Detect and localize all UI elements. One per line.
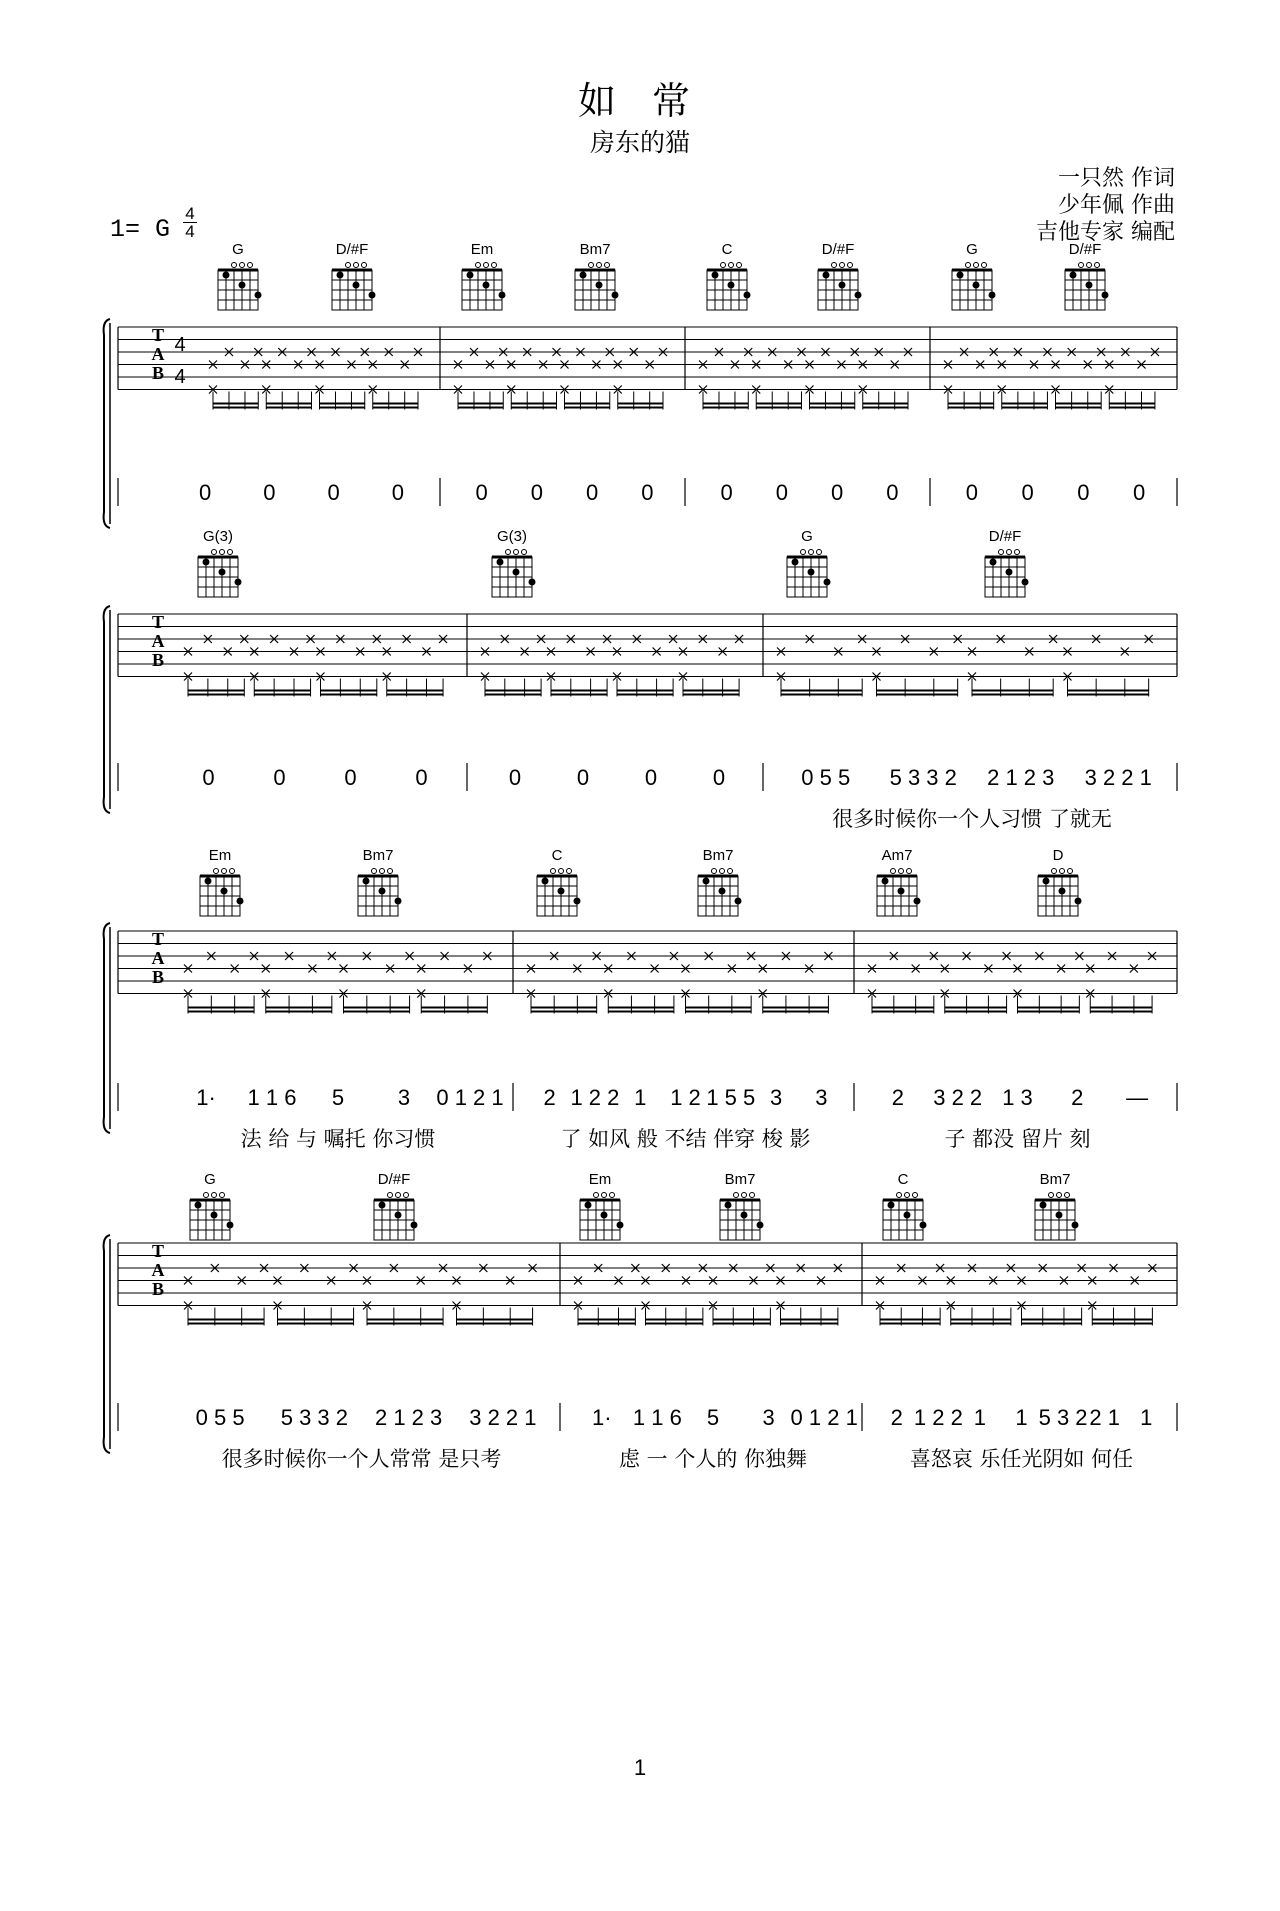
chord-name: G(3) (497, 528, 527, 545)
chord-finger-dot (904, 1212, 911, 1219)
chord-open-string (362, 263, 367, 268)
chord-finger-dot (585, 1202, 592, 1209)
chord-diagram (200, 847, 244, 916)
chord-finger-dot (757, 1222, 764, 1229)
jianpu-note-group: 0 (641, 480, 654, 505)
tab-clef-letter: B (151, 967, 165, 987)
chord-open-string (1087, 263, 1092, 268)
chord-name: Bm7 (579, 241, 611, 258)
chord-finger-dot (239, 282, 246, 289)
chord-open-string (232, 263, 237, 268)
chord-diagram (1038, 847, 1082, 916)
chord-open-string (1068, 869, 1073, 874)
jianpu-note-group: 1 1 6 (247, 1085, 297, 1110)
chord-open-string (610, 1193, 615, 1198)
chord-open-string (1049, 1193, 1054, 1198)
chord-open-string (1060, 869, 1065, 874)
song-title: 如 常 (577, 79, 703, 123)
tab-clef-letter: A (151, 1260, 165, 1280)
chord-open-string (589, 263, 594, 268)
chord-open-string (514, 550, 519, 555)
chord-name: D/#F (377, 1171, 411, 1188)
chord-name: Em (588, 1171, 612, 1188)
chord-open-string (750, 1193, 755, 1198)
chord-diagram (877, 847, 921, 916)
chord-name: Em (208, 847, 232, 864)
chord-name: Bm7 (362, 847, 394, 864)
chord-open-string (222, 869, 227, 874)
chord-open-string (907, 869, 912, 874)
jianpu-note-group: 3 2 2 1 (1084, 765, 1152, 790)
jianpu-note-group: 0 (965, 480, 978, 505)
jianpu-note-group: 0 (415, 765, 428, 790)
chord-finger-dot (1102, 292, 1109, 299)
chord-name: D/#F (821, 241, 855, 258)
lyric-line: 子 都没 留片 刻 (944, 1127, 1091, 1151)
chord-diagram (1035, 1171, 1079, 1240)
jianpu-note-group: 0 (263, 480, 276, 505)
chord-open-string (404, 1193, 409, 1198)
chord-finger-dot (221, 888, 228, 895)
chord-open-string (248, 263, 253, 268)
jianpu-note-group: 1 (973, 1405, 987, 1430)
chord-name: D (1052, 847, 1064, 864)
chord-open-string (605, 263, 610, 268)
tab-clef-letter: A (151, 948, 165, 968)
chord-open-string (220, 550, 225, 555)
chord-open-string (559, 869, 564, 874)
chord-finger-dot (499, 292, 506, 299)
chord-diagram (374, 1171, 418, 1240)
chord-finger-dot (529, 579, 536, 586)
jianpu-note-group: 0 (1021, 480, 1034, 505)
jianpu-note-group: 0 (273, 765, 286, 790)
tab-clef-letter: B (151, 363, 165, 383)
chord-name: Bm7 (1039, 1171, 1071, 1188)
chord-finger-dot (513, 569, 520, 576)
chord-open-string (817, 550, 822, 555)
lyric-line: 虑 一 个人的 你独舞 (618, 1447, 808, 1471)
chord-finger-dot (574, 898, 581, 905)
chord-name: D/#F (988, 528, 1022, 545)
chord-diagram (883, 1171, 927, 1240)
jianpu-note-group: 2 1 2 3 (374, 1405, 443, 1430)
chord-finger-dot (497, 559, 504, 566)
chord-open-string (492, 263, 497, 268)
chord-diagram (952, 241, 996, 310)
chord-open-string (982, 263, 987, 268)
jianpu-note-group: 1· (592, 1405, 612, 1430)
jianpu-note-group: 3 2 2 (933, 1085, 983, 1110)
chord-finger-dot (395, 898, 402, 905)
jianpu-note-group: 0 5 5 (801, 765, 851, 790)
chord-finger-dot (989, 292, 996, 299)
chord-open-string (974, 263, 979, 268)
chord-open-string (220, 1193, 225, 1198)
chord-finger-dot (808, 569, 815, 576)
chord-finger-dot (255, 292, 262, 299)
jianpu-note-group: 1 (634, 1085, 647, 1110)
chord-open-string (999, 550, 1004, 555)
jianpu-note-group: 2 1 (1089, 1405, 1120, 1430)
lyric-line: 法 给 与 嘱托 你习惯 (240, 1127, 436, 1151)
chord-diagram (707, 241, 751, 310)
chord-finger-dot (395, 1212, 402, 1219)
chord-finger-dot (990, 559, 997, 566)
chord-finger-dot (792, 559, 799, 566)
chord-diagram (580, 1171, 624, 1240)
jianpu-note-group: 0 (530, 480, 543, 505)
system-bracket (104, 319, 110, 528)
chord-open-string (1079, 263, 1084, 268)
chord-open-string (1052, 869, 1057, 874)
chord-finger-dot (353, 282, 360, 289)
chord-finger-dot (411, 1222, 418, 1229)
tab-clef-letter: T (151, 325, 165, 345)
jianpu-note-group: 0 (886, 480, 899, 505)
jianpu-note-group: 0 (344, 765, 357, 790)
chord-open-string (212, 550, 217, 555)
chord-finger-dot (741, 1212, 748, 1219)
chord-open-string (742, 1193, 747, 1198)
tab-time-bottom: 4 (174, 366, 186, 388)
chord-open-string (899, 869, 904, 874)
jianpu-note-group: 0 (475, 480, 488, 505)
chord-open-string (1095, 263, 1100, 268)
chord-name: C (551, 847, 563, 864)
chord-name: G (232, 241, 244, 258)
chord-finger-dot (973, 282, 980, 289)
chord-name: Bm7 (702, 847, 734, 864)
tab-time-top: 4 (174, 334, 186, 356)
jianpu-note-group: 5 3 3 2 (280, 1405, 349, 1430)
chord-open-string (602, 1193, 607, 1198)
jianpu-note-group: 0 (720, 480, 733, 505)
chord-name: G (966, 241, 978, 258)
chord-open-string (396, 1193, 401, 1198)
chord-open-string (354, 263, 359, 268)
jianpu-note-group: 1 1 6 (632, 1405, 682, 1430)
chord-diagram (575, 241, 619, 310)
chord-diagram (492, 528, 536, 597)
chord-open-string (840, 263, 845, 268)
jianpu-note-group: 0 1 2 1 (436, 1085, 504, 1110)
jianpu-note-group: 1 2 2 (913, 1405, 963, 1430)
chord-finger-dot (203, 559, 210, 566)
chord-finger-dot (1056, 1212, 1063, 1219)
chord-finger-dot (1040, 1202, 1047, 1209)
chord-finger-dot (882, 878, 889, 885)
chord-open-string (476, 263, 481, 268)
system-bracket (104, 606, 110, 813)
chord-finger-dot (617, 1222, 624, 1229)
chord-name: G (801, 528, 813, 545)
chord-diagram (985, 528, 1029, 597)
time-signature-bottom: 4 (183, 222, 197, 240)
chord-finger-dot (596, 282, 603, 289)
chord-open-string (551, 869, 556, 874)
jianpu-note-group: 0 (712, 765, 726, 790)
jianpu-note-group: 2 (1071, 1085, 1084, 1110)
jianpu-note-group: 5 (331, 1085, 345, 1110)
chord-finger-dot (712, 272, 719, 279)
chord-finger-dot (1070, 272, 1077, 279)
jianpu-note-group: 0 (202, 765, 215, 790)
chord-diagram (358, 847, 402, 916)
jianpu-note-group: 0 (586, 480, 599, 505)
chord-finger-dot (839, 282, 846, 289)
chord-finger-dot (898, 888, 905, 895)
chord-diagram (198, 528, 242, 597)
chord-finger-dot (542, 878, 549, 885)
chord-finger-dot (824, 579, 831, 586)
chord-finger-dot (1075, 898, 1082, 905)
chord-finger-dot (914, 898, 921, 905)
jianpu-note-group: — (1126, 1085, 1149, 1110)
chord-name: Em (470, 241, 494, 258)
tab-clef-letter: B (151, 1279, 165, 1299)
chord-finger-dot (735, 898, 742, 905)
system-1 (104, 241, 1177, 528)
chord-finger-dot (957, 272, 964, 279)
chord-open-string (712, 869, 717, 874)
chord-finger-dot (1059, 888, 1066, 895)
credit-lyricist: 一只然 作词 (1058, 166, 1175, 191)
jianpu-note-group: 1 (1140, 1405, 1153, 1430)
chord-open-string (809, 550, 814, 555)
jianpu-note-group: 3 (762, 1405, 775, 1430)
chord-diagram (818, 241, 862, 310)
chord-finger-dot (483, 282, 490, 289)
tab-clef-letter: A (151, 344, 165, 364)
chord-finger-dot (1022, 579, 1029, 586)
chord-open-string (214, 869, 219, 874)
chord-finger-dot (237, 898, 244, 905)
chord-open-string (1057, 1193, 1062, 1198)
chord-open-string (848, 263, 853, 268)
chord-open-string (506, 550, 511, 555)
jianpu-note-group: 3 (815, 1085, 828, 1110)
chord-diagram (787, 528, 831, 597)
chord-open-string (734, 1193, 739, 1198)
jianpu-note-group: 5 3 3 2 (889, 765, 957, 790)
chord-open-string (484, 263, 489, 268)
system-2 (104, 528, 1177, 831)
chord-finger-dot (1043, 878, 1050, 885)
key-signature: 1= G (110, 215, 171, 244)
lyric-line: 很多时候你一个人习惯 了就无 (832, 807, 1112, 831)
credit-arranger: 吉他专家 编配 (1036, 220, 1175, 245)
tab-clef-letter: T (151, 612, 165, 632)
chord-open-string (721, 263, 726, 268)
chord-finger-dot (235, 579, 242, 586)
jianpu-note-group: 0 (576, 765, 590, 790)
chord-finger-dot (219, 569, 226, 576)
chord-open-string (388, 869, 393, 874)
chord-open-string (372, 869, 377, 874)
chord-finger-dot (719, 888, 726, 895)
jianpu-note-group: 2 1 2 3 (987, 765, 1055, 790)
jianpu-note-group: 2 (891, 1085, 905, 1110)
system-bracket (104, 1235, 110, 1453)
jianpu-note-group: 3 2 2 1 (469, 1405, 537, 1430)
jianpu-note-group: 0 5 5 (195, 1405, 245, 1430)
credit-composer: 少年佩 作曲 (1058, 193, 1175, 218)
chord-open-string (212, 1193, 217, 1198)
chord-diagram (332, 241, 376, 310)
chord-open-string (228, 550, 233, 555)
chord-open-string (594, 1193, 599, 1198)
chord-finger-dot (823, 272, 830, 279)
chord-finger-dot (467, 272, 474, 279)
chord-name: D/#F (1068, 241, 1102, 258)
chord-finger-dot (744, 292, 751, 299)
chord-open-string (801, 550, 806, 555)
chord-open-string (897, 1193, 902, 1198)
chord-open-string (1065, 1193, 1070, 1198)
song-artist: 房东的猫 (589, 128, 690, 157)
chord-finger-dot (703, 878, 710, 885)
jianpu-note-group: 0 (1077, 480, 1090, 505)
chord-open-string (597, 263, 602, 268)
chord-open-string (737, 263, 742, 268)
chord-open-string (240, 263, 245, 268)
chord-finger-dot (379, 1202, 386, 1209)
chord-finger-dot (888, 1202, 895, 1209)
chord-name: C (897, 1171, 909, 1188)
chord-name: D/#F (335, 241, 369, 258)
chord-finger-dot (580, 272, 587, 279)
chord-finger-dot (205, 878, 212, 885)
jianpu-note-group: 1 3 (1002, 1085, 1033, 1110)
chord-finger-dot (920, 1222, 927, 1229)
chord-open-string (1015, 550, 1020, 555)
chord-finger-dot (211, 1212, 218, 1219)
chord-open-string (230, 869, 235, 874)
chord-diagram (720, 1171, 764, 1240)
jianpu-note-group: 1· (196, 1085, 216, 1110)
lyric-line: 很多时候你一个人常常 是只考 (221, 1447, 502, 1471)
chord-open-string (832, 263, 837, 268)
jianpu-note-group: 1 5 5 (706, 1085, 756, 1110)
chord-finger-dot (337, 272, 344, 279)
jianpu-note-group: 0 (508, 765, 522, 790)
system-4 (104, 1171, 1177, 1471)
jianpu-note-group: 2 (890, 1405, 903, 1430)
chord-name: G (204, 1171, 216, 1188)
chord-finger-dot (227, 1222, 234, 1229)
chord-diagram (537, 847, 581, 916)
chord-open-string (567, 869, 572, 874)
chord-finger-dot (725, 1202, 732, 1209)
chord-finger-dot (612, 292, 619, 299)
tab-clef-letter: B (151, 650, 165, 670)
jianpu-note-group: 3 (769, 1085, 783, 1110)
chord-name: Am7 (881, 847, 913, 864)
jianpu-note-group: 0 (327, 480, 340, 505)
chord-name: C (721, 241, 733, 258)
jianpu-note-group: 1 (1015, 1405, 1028, 1430)
chord-diagram (218, 241, 262, 310)
jianpu-note-group: 0 (775, 480, 788, 505)
chord-open-string (905, 1193, 910, 1198)
chord-finger-dot (855, 292, 862, 299)
chord-open-string (522, 550, 527, 555)
chord-finger-dot (601, 1212, 608, 1219)
jianpu-note-group: 0 (1133, 480, 1146, 505)
page-number: 1 (633, 1755, 647, 1780)
chord-open-string (1007, 550, 1012, 555)
chord-finger-dot (728, 282, 735, 289)
jianpu-note-group: 2 (543, 1085, 556, 1110)
jianpu-note-group: 3 (397, 1085, 411, 1110)
chord-open-string (891, 869, 896, 874)
jianpu-note-group: 0 (831, 480, 844, 505)
chord-finger-dot (223, 272, 230, 279)
chord-open-string (966, 263, 971, 268)
chord-finger-dot (379, 888, 386, 895)
lyric-line: 喜怒哀 乐任光阴如 何任 (909, 1447, 1134, 1471)
chord-diagram (190, 1171, 234, 1240)
chord-finger-dot (1086, 282, 1093, 289)
chord-diagram (462, 241, 506, 310)
chord-finger-dot (363, 878, 370, 885)
tab-clef-letter: T (151, 1241, 165, 1261)
chord-diagram (698, 847, 742, 916)
chord-finger-dot (369, 292, 376, 299)
chord-finger-dot (558, 888, 565, 895)
chord-open-string (388, 1193, 393, 1198)
jianpu-note-group: 0 1 2 1 (790, 1405, 858, 1430)
jianpu-note-group: 0 (391, 480, 404, 505)
chord-open-string (913, 1193, 918, 1198)
chord-open-string (346, 263, 351, 268)
chord-open-string (720, 869, 725, 874)
jianpu-note-group: 0 (644, 765, 658, 790)
chord-open-string (728, 869, 733, 874)
chord-open-string (380, 869, 385, 874)
jianpu-note-group: 1 2 (670, 1085, 701, 1110)
chord-finger-dot (1072, 1222, 1079, 1229)
chord-finger-dot (195, 1202, 202, 1209)
chord-open-string (729, 263, 734, 268)
jianpu-note-group: 5 (706, 1405, 720, 1430)
jianpu-note-group: 1 2 2 (570, 1085, 620, 1110)
system-bracket (104, 923, 110, 1133)
jianpu-note-group: 5 3 2 (1038, 1405, 1088, 1430)
time-signature-top: 4 (185, 204, 195, 223)
chord-diagram (1065, 241, 1109, 310)
lyric-line: 了 如风 般 不结 伴穿 梭 影 (560, 1127, 811, 1151)
tab-clef-letter: A (151, 631, 165, 651)
chord-name: G(3) (203, 528, 233, 545)
chord-finger-dot (1006, 569, 1013, 576)
system-3 (104, 847, 1177, 1151)
chord-name: Bm7 (724, 1171, 756, 1188)
jianpu-note-group: 0 (199, 480, 212, 505)
tab-clef-letter: T (151, 929, 165, 949)
chord-open-string (204, 1193, 209, 1198)
